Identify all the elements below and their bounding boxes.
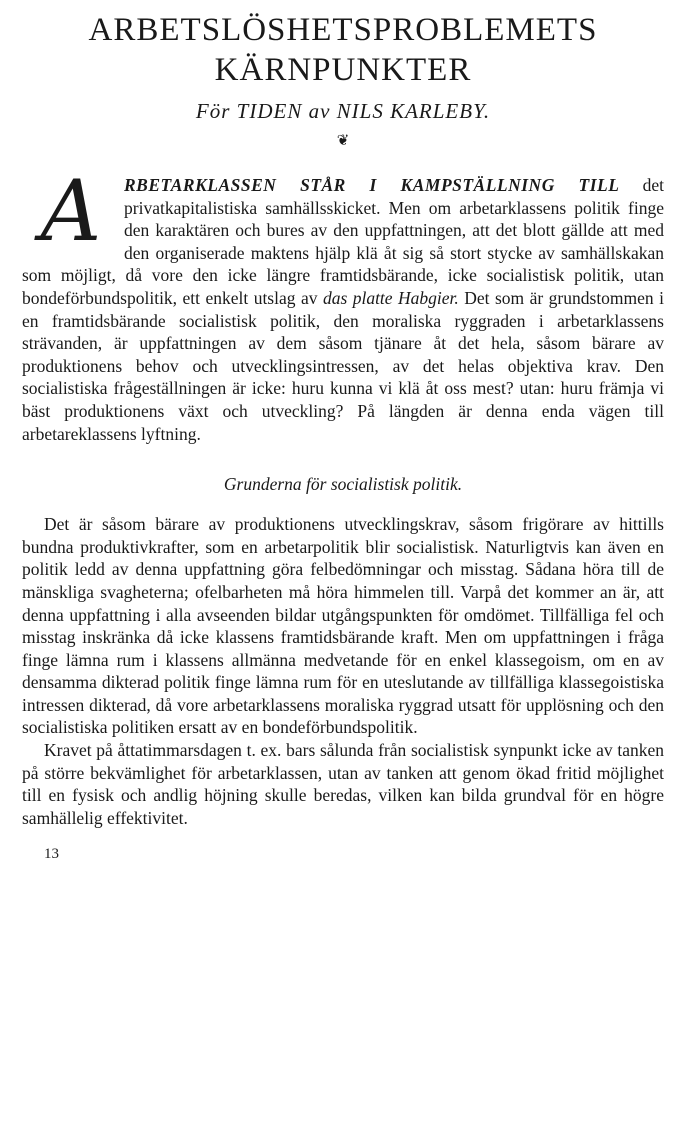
- section-heading: Grunderna för socialistisk politik.: [223, 474, 463, 495]
- byline: För TIDEN av NILS KARLEBY.: [195, 99, 491, 123]
- title-line-1: ARBETSLÖSHETSPROBLEMETS: [88, 12, 598, 48]
- drop-cap: A: [40, 162, 102, 260]
- intro-text-1: det privatkapitalistiska samhällsskicket. Men om arbetarklassens politik finge den karaktären och bures av den uppfattningen, att det blott gällde att med den organiserade maktens hjälp klä åt sig så stort stycke av samhällskakan som möjligt, då vore den icke längre framtidsbärande, icke socialistisk politik, utan bondeförbundspolitik, ett enkelt utslag av: [22, 175, 664, 308]
- body-paragraph-1: Det är såsom bärare av produktionens utvecklingskrav, såsom frigörare av hittills bundna produktivkrafter, som en arbetarpolitik blir socialistisk. Naturligtvis kan även en politik ledd av denna uppfattning göra felbedömningar och misstag. Sådana höra till de mänskliga svagheterna; ofelbarheten må höra himmelen till. Varpå det kommer an är, att denna uppfattning i alla avseenden bildar utgångspunkten för omdömet. Tillfälliga fel och misstag inskränka då icke klassens framtidsbärande kraft. Men om uppfattningen i fråga finge lämna rum i klassens allmänna medvetande för en enkel klassegoism, om en av densamma dikterad politik finge lämna rum för en uteslutande av tillfälliga klassegoistiska intressen dikterad, då vore arbetarklassens moraliska ryggrad utsatt för upplösning och den socialistiska politiken ersatt av en bondeförbundspolitik.: [22, 514, 664, 738]
- article-page: [22, 0, 664, 863]
- ornament-icon: ❦: [336, 133, 350, 149]
- article-title: [22, 10, 664, 90]
- title-line-2: KÄRNPUNKTER: [214, 52, 472, 88]
- body-paragraph-2: Kravet på åttatimmarsdagen t. ex. bars sålunda från socialistisk synpunkt icke av tanken på större bekvämlighet för arbetarklassen, utan av tanken att genom ökad fritid möjlighet till en fysisk och andlig höjning skulle beredas, vilken kan bilda grundval för en högre samhällelig effektivitet.: [22, 740, 664, 828]
- page-number: 13: [44, 846, 59, 863]
- intro-text-2: Det som är grundstommen i en framtidsbärande socialistisk politik, den moraliska ryggraden i arbetarklassens strävanden, är uppfattningen av dem såsom tjänare åt det hela, såsom bärare av produktionens behov och utvecklingsintressen, av det helas objektiva krav. Den socialistiska frågeställningen är icke: huru kunna vi klä åt oss mest? utan: huru främja vi bäst produktionens växt och utveckling? På längden är denna enda vägen till arbetareklassens lyftning.: [22, 287, 664, 444]
- intro-paragraph: [22, 162, 664, 445]
- intro-italic-phrase: das platte Habgier.: [322, 287, 459, 308]
- lead-caps: RBETARKLASSEN STÅR I KAMPSTÄLLNING TILL: [124, 175, 620, 195]
